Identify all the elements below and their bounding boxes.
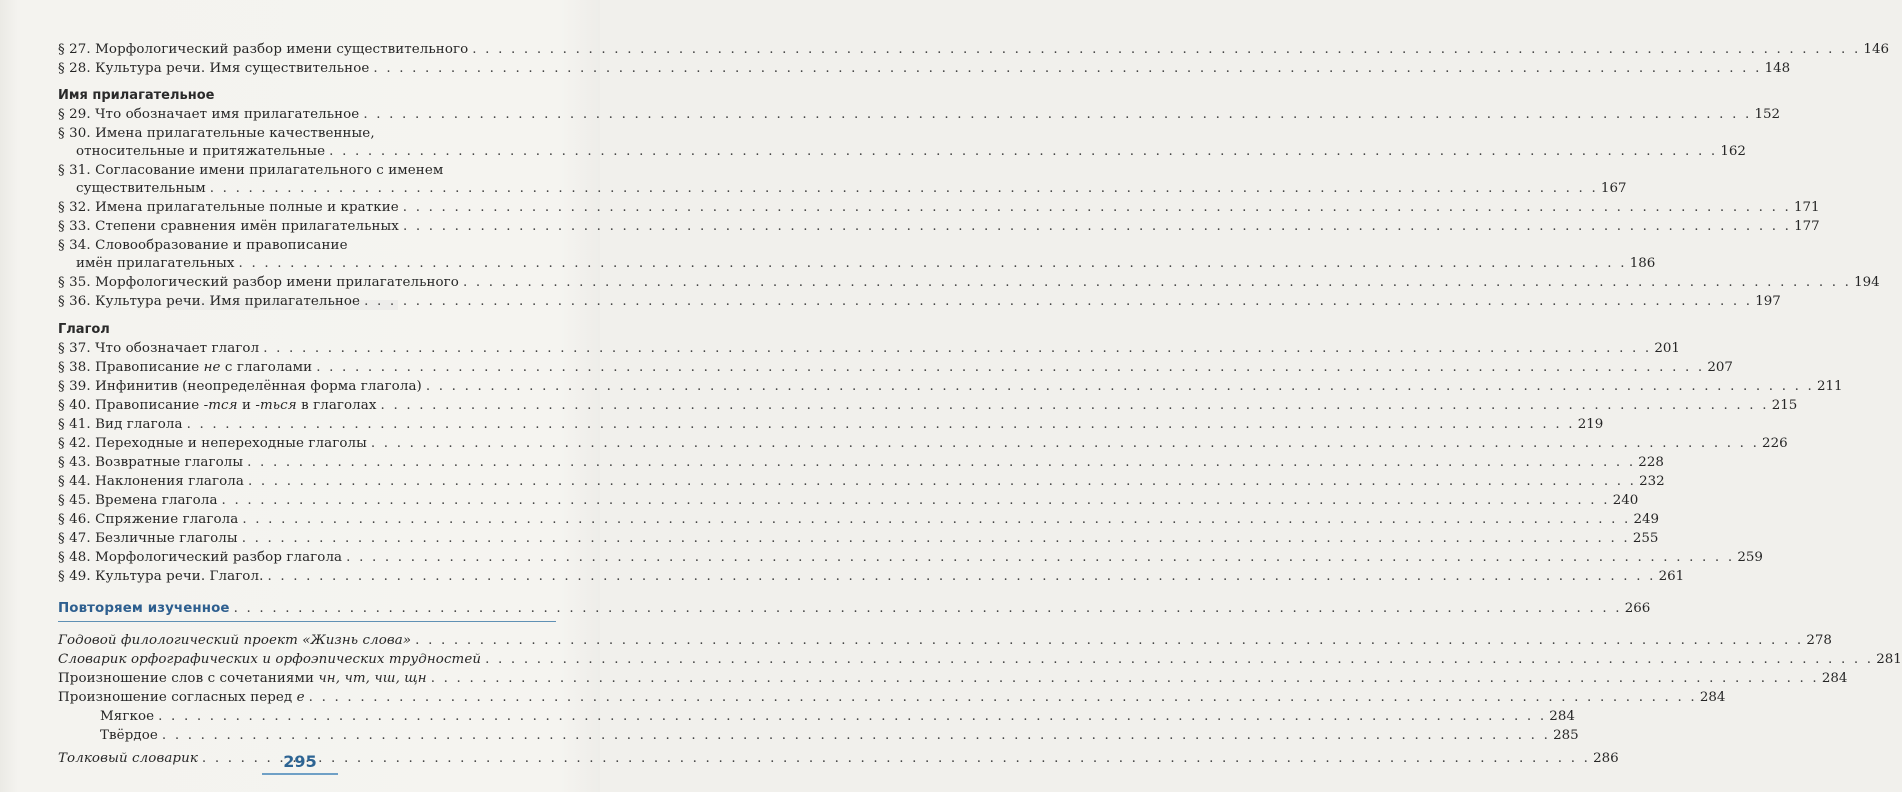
toc-entry-48[interactable] [58,548,1763,567]
toc-entry-title: § 47. Безличные глаголы [58,531,238,546]
toc-entry-37[interactable] [58,339,1680,358]
leader-dots [316,358,1704,377]
leader-dots [239,254,1627,273]
leader-dots [363,105,1751,124]
toc-entry-35[interactable] [58,273,1880,292]
toc-entry-title: § 48. Морфологический разбор глагола [58,550,343,565]
toc-entry-title-cont: имён прилагательных [76,256,235,271]
leader-dots [202,749,1590,768]
toc-entry-33[interactable] [58,217,1820,236]
toc-page-number: 171 [1793,200,1820,215]
leader-dots [248,472,1636,491]
toc-entry-34-cont[interactable] [58,254,1656,273]
leader-dots [267,567,1655,586]
leader-dots [309,688,1697,707]
toc-entry-title: § 37. Что обозначает глагол [58,341,260,356]
toc-page-number: 226 [1762,436,1788,451]
toc-entry-title: § 43. Возвратные глаголы [58,455,244,470]
section-divider [58,621,556,622]
toc-page-number: 240 [1612,493,1639,508]
toc-page-number: 167 [1600,181,1627,196]
toc-entry-soft[interactable] [58,707,1575,726]
toc-entry-title: § 30. Имена прилагательные качественные, [58,126,375,141]
toc-entry-project[interactable] [58,631,1832,650]
toc-page-number: 249 [1633,512,1660,527]
page-number: 295 [283,752,317,771]
toc-page-number: 266 [1624,601,1651,616]
toc-entry-title: § 29. Что обозначает имя прилагательное [58,107,360,122]
toc-entry-review[interactable] [58,599,1651,618]
leader-dots [431,669,1819,688]
toc-entry-29[interactable] [58,105,1781,124]
toc-entry-41[interactable] [58,415,1604,434]
leader-dots [472,40,1860,59]
toc-entry-45[interactable] [58,491,1639,510]
toc-page-number: 255 [1632,531,1659,546]
toc-entry-title: Твёрдое [100,728,158,743]
toc-page-number: 284 [1699,690,1726,705]
leader-dots [403,198,1791,217]
toc-entry-30[interactable] [58,124,556,142]
toc-entry-title: § 49. Культура речи. Глагол. [58,569,264,584]
toc-entry-title: § 32. Имена прилагательные полные и краткие [58,200,399,215]
leader-dots [187,415,1575,434]
toc-entry-39[interactable] [58,377,1843,396]
toc-entry-title: Произношение согласных перед е [58,690,305,705]
toc-entry-43[interactable] [58,453,1664,472]
toc-entry-title: § 36. Культура речи. Имя прилагательное [58,294,361,309]
toc-entry-dictionary[interactable] [58,650,1902,669]
toc-entry-49[interactable] [58,567,1685,586]
toc-entry-40[interactable] [58,396,1798,415]
toc-entry-title: Произношение слов с сочетаниями чн, чт, чш, щн [58,671,427,686]
toc-entry-36[interactable] [58,292,1781,311]
leader-dots [426,377,1814,396]
toc-entry-title: § 39. Инфинитив (неопределённая форма глагола) [58,379,422,394]
toc-page-number: 211 [1817,379,1843,394]
toc-page-number: 284 [1549,709,1575,724]
toc-page-number: 152 [1754,107,1781,122]
toc-entry-title: § 40. Правописание -тся и -ться в глаголах [58,398,377,413]
toc-entry-title-cont: относительные и притяжательные [76,144,326,159]
toc-entry-title: § 46. Спряжение глагола [58,512,239,527]
toc-entry-title: Мягкое [100,709,155,724]
toc-page-number: 197 [1755,294,1781,309]
leader-dots [485,650,1873,669]
leader-dots [373,59,1761,78]
toc-entry-pronunciation-combos[interactable] [58,669,1848,688]
toc-page-number: 194 [1854,275,1880,290]
toc-page-number: 215 [1771,398,1798,413]
leader-dots [403,217,1791,236]
toc-page-number: 232 [1639,474,1665,489]
toc-page-number: 281 [1876,652,1902,667]
table-of-contents [58,40,1902,768]
toc-page-number: 284 [1821,671,1848,686]
leader-dots [381,396,1769,415]
toc-entry-title: § 44. Наклонения глагола [58,474,244,489]
toc-entry-title: Повторяем изученное [58,601,230,616]
toc-entry-title: § 27. Морфологический разбор имени существительного [58,42,469,57]
toc-page-number: 162 [1720,144,1746,159]
leader-dots [162,726,1550,745]
toc-entry-28[interactable] [58,59,1791,78]
section-heading-adjective: Имя прилагательное [58,88,215,103]
toc-page-number: 146 [1863,42,1889,57]
toc-entry-title: § 41. Вид глагола [58,417,183,432]
toc-entry-title: § 28. Культура речи. Имя существительное [58,61,370,76]
toc-entry-47[interactable] [58,529,1659,548]
page-number-underline [262,773,338,775]
toc-page-number: 285 [1553,728,1579,743]
leader-dots [242,529,1630,548]
leader-dots [371,434,1759,453]
leader-dots [415,631,1803,650]
toc-entry-hard[interactable] [58,726,1579,745]
toc-entry-title: § 42. Переходные и непереходные глаголы [58,436,367,451]
toc-entry-46[interactable] [58,510,1660,529]
toc-page-number: 186 [1629,256,1656,271]
toc-entry-42[interactable] [58,434,1788,453]
toc-page-number: 148 [1764,61,1791,76]
toc-page-number: 228 [1638,455,1664,470]
toc-entry-title: Словарик орфографических и орфоэпических трудностей [58,652,482,667]
leader-dots [234,599,1622,618]
leader-dots [364,292,1752,311]
leader-dots [242,510,1630,529]
toc-entry-38[interactable] [58,358,1733,377]
toc-page-number: 286 [1593,751,1619,766]
toc-page-number: 261 [1658,569,1685,584]
toc-entry-31-cont[interactable] [58,179,1627,198]
toc-entry-title: § 33. Степени сравнения имён прилагательных [58,219,399,234]
toc-entry-title: Толковый словарик [58,751,198,766]
toc-entry-title: § 35. Морфологический разбор имени прилагательного [58,275,459,290]
toc-page-number: 278 [1806,633,1832,648]
toc-entry-title: § 31. Согласование имени прилагательного с именем [58,163,444,178]
leader-dots [329,142,1717,161]
toc-entry-title: § 38. Правописание не с глаголами [58,360,313,375]
toc-entry-title: Годовой филологический проект «Жизнь слова» [58,633,412,648]
toc-entry-32[interactable] [58,198,1820,217]
toc-entry-27[interactable] [58,40,1889,59]
toc-page-number: 219 [1577,417,1604,432]
leader-dots [346,548,1734,567]
toc-entry-title-cont: существительным [76,181,206,196]
toc-entry-title: § 45. Времена глагола [58,493,218,508]
leader-dots [463,273,1851,292]
leader-dots [158,707,1546,726]
toc-entry-34[interactable] [58,236,556,254]
toc-page-number: 259 [1737,550,1763,565]
section-heading-verb: Глагол [58,322,110,337]
toc-page-number: 201 [1654,341,1680,356]
toc-entry-title: § 34. Словообразование и правописание [58,238,348,253]
toc-page-number: 177 [1794,219,1820,234]
leader-dots [247,453,1635,472]
leader-dots [222,491,1610,510]
toc-entry-44[interactable] [58,472,1665,491]
leader-dots [210,179,1598,198]
toc-entry-31[interactable] [58,161,556,179]
toc-entry-pronunciation-before-e[interactable] [58,688,1726,707]
leader-dots [263,339,1651,358]
toc-entry-30-cont[interactable] [58,142,1746,161]
toc-page-number: 207 [1707,360,1733,375]
